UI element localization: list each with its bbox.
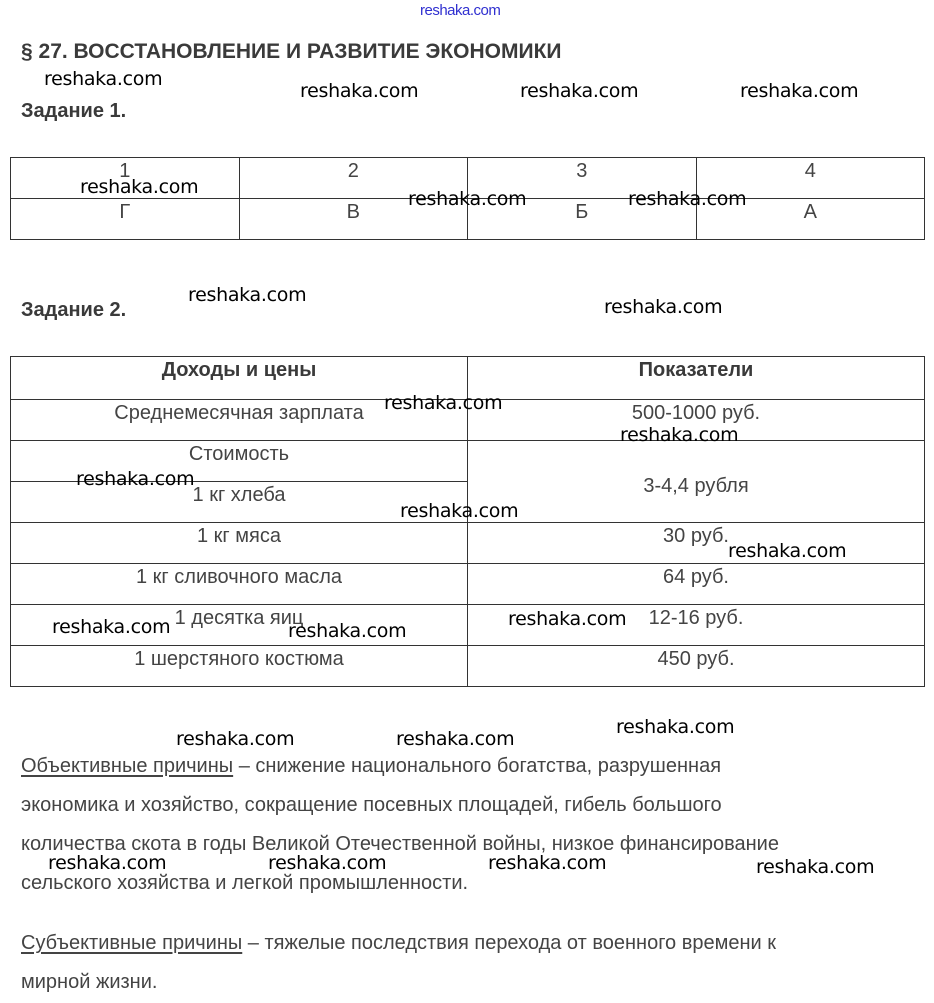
table-cell: Стоимость <box>11 441 468 482</box>
table-header-cell: 3 <box>468 158 697 199</box>
watermark: reshaka.com <box>44 68 163 90</box>
watermark: reshaka.com <box>288 620 407 642</box>
subjective-line <box>21 932 776 955</box>
watermark: reshaka.com <box>176 728 295 750</box>
watermark: reshaka.com <box>400 500 519 522</box>
table-cell: Г <box>11 199 240 240</box>
table-cell: 1 десятка яиц <box>11 605 468 646</box>
table-cell: Б <box>468 199 697 240</box>
table-cell: 30 руб. <box>468 523 925 564</box>
text-line: мирной жизни. <box>21 971 158 993</box>
text-line: сельского хозяйства и легкой промышленности. <box>21 872 469 894</box>
page-title: § 27. ВОССТАНОВЛЕНИЕ И РАЗВИТИЕ ЭКОНОМИКИ <box>21 40 562 63</box>
text-line: – тяжелые последствия перехода от военного времени к <box>242 932 776 954</box>
watermark: reshaka.com <box>408 188 527 210</box>
text-line: количества скота в годы Великой Отечественной войны, низкое финансирование <box>21 833 779 855</box>
task2-label: Задание 2. <box>21 299 127 321</box>
table-cell: 3-4,4 рубля <box>468 441 925 523</box>
table-header-cell: Показатели <box>468 357 925 400</box>
watermark: reshaka.com <box>604 296 723 318</box>
table-row <box>11 564 925 605</box>
table-cell: А <box>696 199 925 240</box>
table-cell: 12-16 руб. <box>468 605 925 646</box>
table-cell: 450 руб. <box>468 646 925 687</box>
table-cell: 500-1000 руб. <box>468 400 925 441</box>
table-cell: 1 шерстяного костюма <box>11 646 468 687</box>
text-line: – снижение национального богатства, разрушенная <box>233 755 722 777</box>
table-header-cell: Доходы и цены <box>11 357 468 400</box>
watermark: reshaka.com <box>740 80 859 102</box>
watermark: reshaka.com <box>384 392 503 414</box>
watermark: reshaka.com <box>396 728 515 750</box>
watermark: reshaka.com <box>76 468 195 490</box>
table-cell: 1 кг сливочного масла <box>11 564 468 605</box>
table-cell: 64 руб. <box>468 564 925 605</box>
watermark: reshaka.com <box>268 852 387 874</box>
text-line: экономика и хозяйство, сокращение посевных площадей, гибель большого <box>21 794 722 816</box>
watermark: reshaka.com <box>728 540 847 562</box>
watermark: reshaka.com <box>80 176 199 198</box>
task1-label: Задание 1. <box>21 100 127 122</box>
table-cell: В <box>239 199 468 240</box>
watermark: reshaka.com <box>628 188 747 210</box>
table-row <box>11 646 925 687</box>
top-watermark: reshaka.com <box>420 2 501 19</box>
table-cell: Среднемесячная зарплата <box>11 400 468 441</box>
watermark: reshaka.com <box>508 608 627 630</box>
watermark: reshaka.com <box>520 80 639 102</box>
watermark: reshaka.com <box>756 856 875 878</box>
subjective-term: Субъективные причины <box>21 932 243 954</box>
table-cell: 1 кг мяса <box>11 523 468 564</box>
watermark: reshaka.com <box>188 284 307 306</box>
table-header-cell: 4 <box>696 158 925 199</box>
table-header-cell: 2 <box>239 158 468 199</box>
watermark: reshaka.com <box>620 424 739 446</box>
table-cell: 1 кг хлеба <box>11 482 468 523</box>
watermark: reshaka.com <box>488 852 607 874</box>
watermark: reshaka.com <box>52 616 171 638</box>
watermark: reshaka.com <box>300 80 419 102</box>
watermark: reshaka.com <box>616 716 735 738</box>
objective-term: Объективные причины <box>21 755 234 777</box>
watermark: reshaka.com <box>48 852 167 874</box>
table-header-cell: 1 <box>11 158 240 199</box>
objective-line <box>21 755 721 778</box>
